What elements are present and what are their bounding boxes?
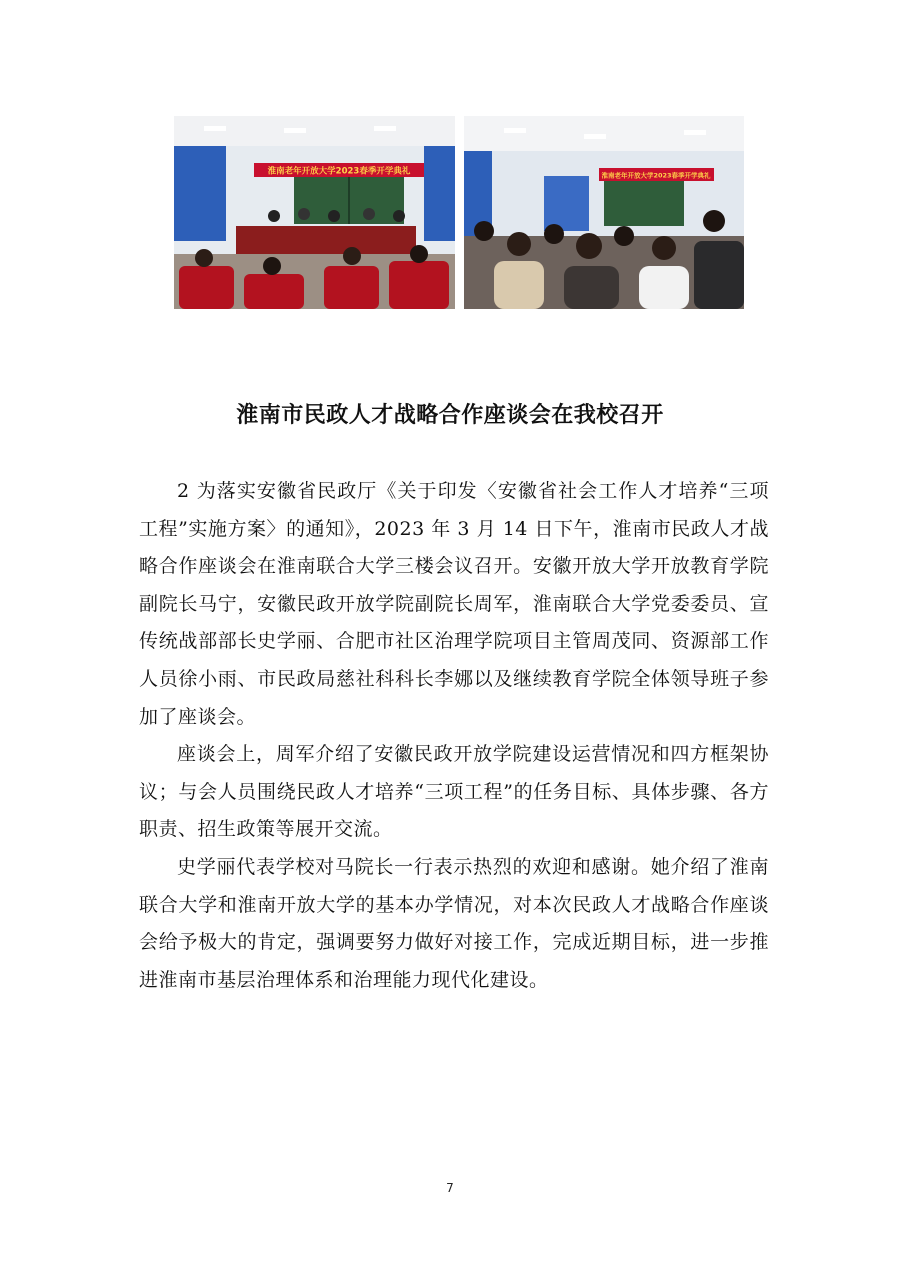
article-body (139, 473, 769, 999)
banner-text: 淮南老年开放大学2023春季开学典礼 (267, 166, 411, 177)
event-photo-icon (174, 116, 455, 309)
article-paragraph: 2 为落实安徽省民政厅《关于印发〈安徽省社会工作人才培养“三项工程”实施方案〉的通知》，2023 年 3 月 14 日下午，淮南市民政人才战略合作座谈会在淮南联合大学三楼会议召开。安徽开放大学开放教育学院副院长马宁，安徽民政开放学院副院长周军，淮南联合大学党委委员、宣传统战部部长史学丽、合肥市社区治理学院项目主管周茂同、资源部工作人员徐小雨、市民政局慈社科科长李娜以及继续教育学院全体领导班子参加了座谈会。 (139, 480, 769, 728)
event-photo-right (464, 116, 744, 309)
event-photo-icon (464, 116, 744, 309)
article-paragraph: 史学丽代表学校对马院长一行表示热烈的欢迎和感谢。她介绍了淮南联合大学和淮南开放大学的基本办学情况，对本次民政人才战略合作座谈会给予极大的肯定，强调要努力做好对接工作，完成近期目标，进一步推进淮南市基层治理体系和治理能力现代化建设。 (139, 855, 769, 991)
banner-text: 淮南老年开放大学2023春季开学典礼 (601, 171, 711, 180)
page-number: 7 (446, 1181, 454, 1195)
article-title: 淮南市民政人才战略合作座谈会在我校召开 (236, 403, 664, 428)
article-paragraph: 座谈会上，周军介绍了安徽民政开放学院建设运营情况和四方框架协议；与会人员围绕民政人才培养“三项工程”的任务目标、具体步骤、各方职责、招生政策等展开交流。 (139, 743, 769, 841)
event-photo-left (174, 116, 455, 309)
